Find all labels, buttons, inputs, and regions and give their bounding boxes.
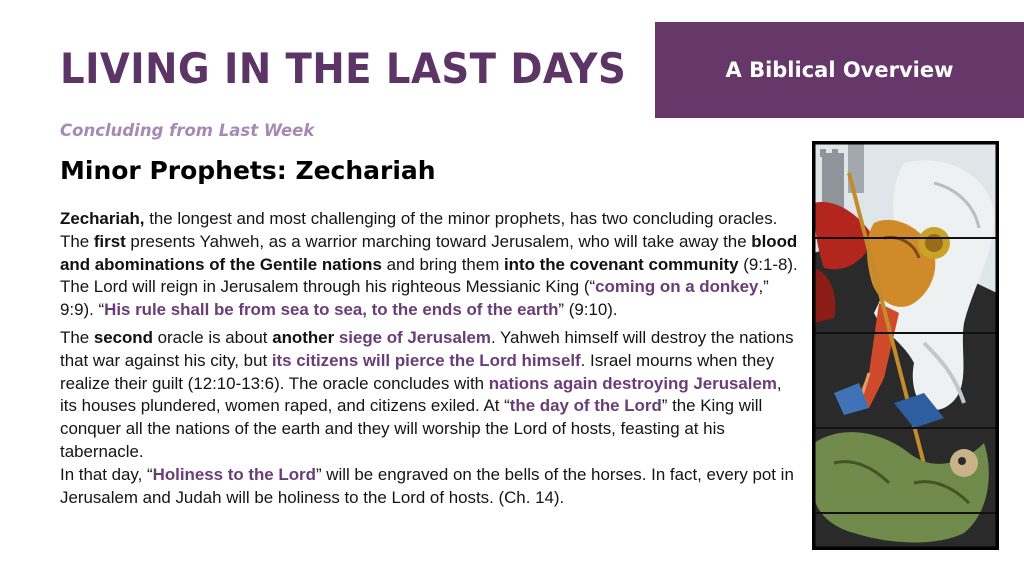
emph-first: first	[93, 231, 126, 251]
text-run: and bring them	[381, 254, 504, 274]
emph-pierce-the-lord: its citizens will pierce the Lord himself	[271, 350, 581, 370]
emph-day-of-the-lord: the day of the Lord	[509, 396, 662, 416]
text-run: presents Yahweh, as a warrior marching toward Jerusalem, who will take away the	[125, 231, 752, 251]
subtitle: Concluding from Last Week	[60, 121, 315, 140]
paragraph-holiness	[60, 464, 800, 510]
text-run: The	[60, 327, 94, 347]
text-run: ,” 9:9). “	[60, 277, 769, 320]
banner-text: A Biblical Overview	[725, 58, 954, 82]
emph-blood-abominations: blood and abominations of the Gentile nations	[60, 231, 798, 274]
text-run: . Yahweh himself will destroy the nations that war against his city, but	[60, 327, 794, 370]
banner-box	[655, 22, 1024, 118]
emph-second: second	[93, 327, 153, 347]
paragraph-first-oracle	[60, 208, 800, 322]
text-run: , its houses plundered, women raped, and citizens exiled. At “	[60, 373, 782, 416]
text-run: ” the King will conquer all the nations of the earth and they will worship the Lord of hosts, feasting at his tabernacle.	[60, 396, 763, 461]
emph-coming-on-donkey: coming on a donkey	[595, 277, 759, 297]
text-run: the longest and most challenging of the minor prophets, has two concluding oracles. The	[60, 209, 778, 251]
text-run: (9:1-8). The Lord will reign in Jerusalem through his righteous Messianic King (“	[60, 254, 798, 297]
emph-zechariah: Zechariah,	[60, 209, 145, 228]
emph-sea-to-sea: His rule shall be from sea to sea, to the ends of the earth	[104, 300, 559, 320]
text-run: ” will be engraved on the bells of the horses. In fact, every pot in Jerusalem and Judah will be holiness to the Lord of hosts. (Ch. 14).	[60, 464, 794, 507]
emph-covenant-community: into the covenant community	[503, 254, 739, 274]
text-run: In that day, “	[60, 464, 153, 484]
stained-glass-window-image	[812, 141, 999, 550]
text-run: oracle is about	[152, 327, 273, 347]
emph-nations-destroying: nations again destroying Jerusalem	[488, 373, 777, 393]
section-heading: Minor Prophets: Zechariah	[60, 156, 436, 185]
stained-glass-artwork	[814, 143, 997, 548]
text-run: ” (9:10).	[558, 300, 618, 320]
text-run: . Israel mourns when they realize their guilt (12:10-13:6). The oracle concludes with	[60, 350, 775, 393]
emph-another: another	[272, 327, 335, 347]
emph-holiness-to-lord: Holiness to the Lord	[152, 464, 316, 484]
body-text	[60, 208, 800, 509]
emph-siege-of-jerusalem: siege of Jerusalem	[338, 327, 491, 347]
slide-title: LIVING IN THE LAST DAYS	[60, 44, 627, 93]
paragraph-second-oracle	[60, 327, 800, 464]
